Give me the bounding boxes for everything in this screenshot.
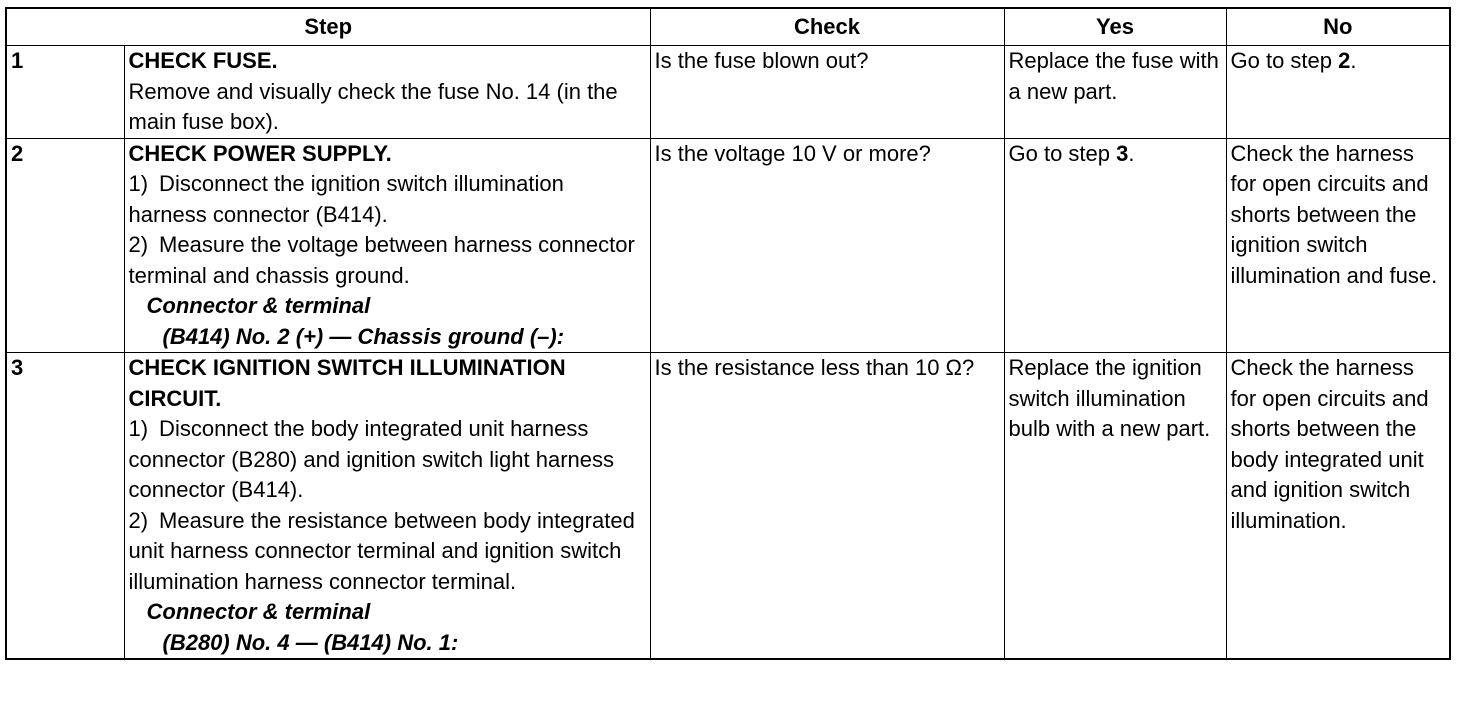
step-title: CHECK FUSE. bbox=[128, 48, 278, 73]
step-title: CHECK IGNITION SWITCH ILLUMINATION CIRCUIT. bbox=[128, 355, 566, 411]
step-description bbox=[124, 353, 650, 660]
yes-action: Replace the ignition switch illumination bulb with a new part. bbox=[1004, 353, 1226, 660]
step-number: 1 bbox=[6, 46, 124, 139]
connector-value: (B280) No. 4 — (B414) No. 1: bbox=[162, 629, 459, 655]
no-text: Go to step bbox=[1230, 48, 1339, 73]
step-item-2: 2) Measure the voltage between harness connector terminal and chassis ground. bbox=[128, 232, 635, 288]
yes-suffix: . bbox=[1128, 140, 1135, 166]
no-action: Check the harness for open circuits and shorts between the body integrated unit and ignition switch illumination. bbox=[1226, 353, 1450, 660]
step-item-1: 1) Disconnect the body integrated unit harness connector (B280) and ignition switch light harness connector (B414). bbox=[128, 416, 614, 502]
connector-label: Connector & terminal bbox=[146, 293, 371, 318]
no-action: Check the harness for open circuits and shorts between the ignition switch illumination and fuse. bbox=[1226, 138, 1450, 353]
yes-text: Go to step bbox=[1008, 140, 1117, 166]
step-reference: 3 bbox=[1116, 140, 1129, 166]
step-item-1: 1) Disconnect the ignition switch illumination harness connector (B414). bbox=[128, 171, 564, 227]
table-row bbox=[6, 46, 1450, 139]
header-yes: Yes bbox=[1004, 8, 1226, 46]
table-row bbox=[6, 353, 1450, 660]
step-body: Remove and visually check the fuse No. 14 (in the main fuse box). bbox=[128, 78, 618, 134]
step-description bbox=[124, 138, 650, 353]
yes-action bbox=[1004, 138, 1226, 353]
check-question: Is the fuse blown out? bbox=[650, 46, 1004, 139]
no-action bbox=[1226, 46, 1450, 139]
header-row bbox=[6, 8, 1450, 46]
step-reference: 2 bbox=[1338, 48, 1351, 73]
check-question: Is the voltage 10 V or more? bbox=[650, 138, 1004, 353]
step-description bbox=[124, 46, 650, 139]
header-no: No bbox=[1226, 8, 1450, 46]
header-step: Step bbox=[6, 8, 650, 46]
step-item-2: 2) Measure the resistance between body integrated unit harness connector terminal and ignition switch illumination harness connector terminal. bbox=[128, 507, 635, 594]
connector-label: Connector & terminal bbox=[146, 599, 371, 624]
check-question: Is the resistance less than 10 Ω? bbox=[650, 353, 1004, 660]
step-number: 3 bbox=[6, 353, 124, 660]
no-suffix: . bbox=[1350, 48, 1357, 73]
yes-action: Replace the fuse with a new part. bbox=[1004, 46, 1226, 139]
header-check: Check bbox=[650, 8, 1004, 46]
step-title: CHECK POWER SUPPLY. bbox=[128, 140, 392, 166]
table-row bbox=[6, 138, 1450, 353]
diagnostic-table bbox=[5, 7, 1451, 660]
step-number: 2 bbox=[6, 138, 124, 353]
connector-value: (B414) No. 2 (+) — Chassis ground (–): bbox=[162, 323, 565, 349]
